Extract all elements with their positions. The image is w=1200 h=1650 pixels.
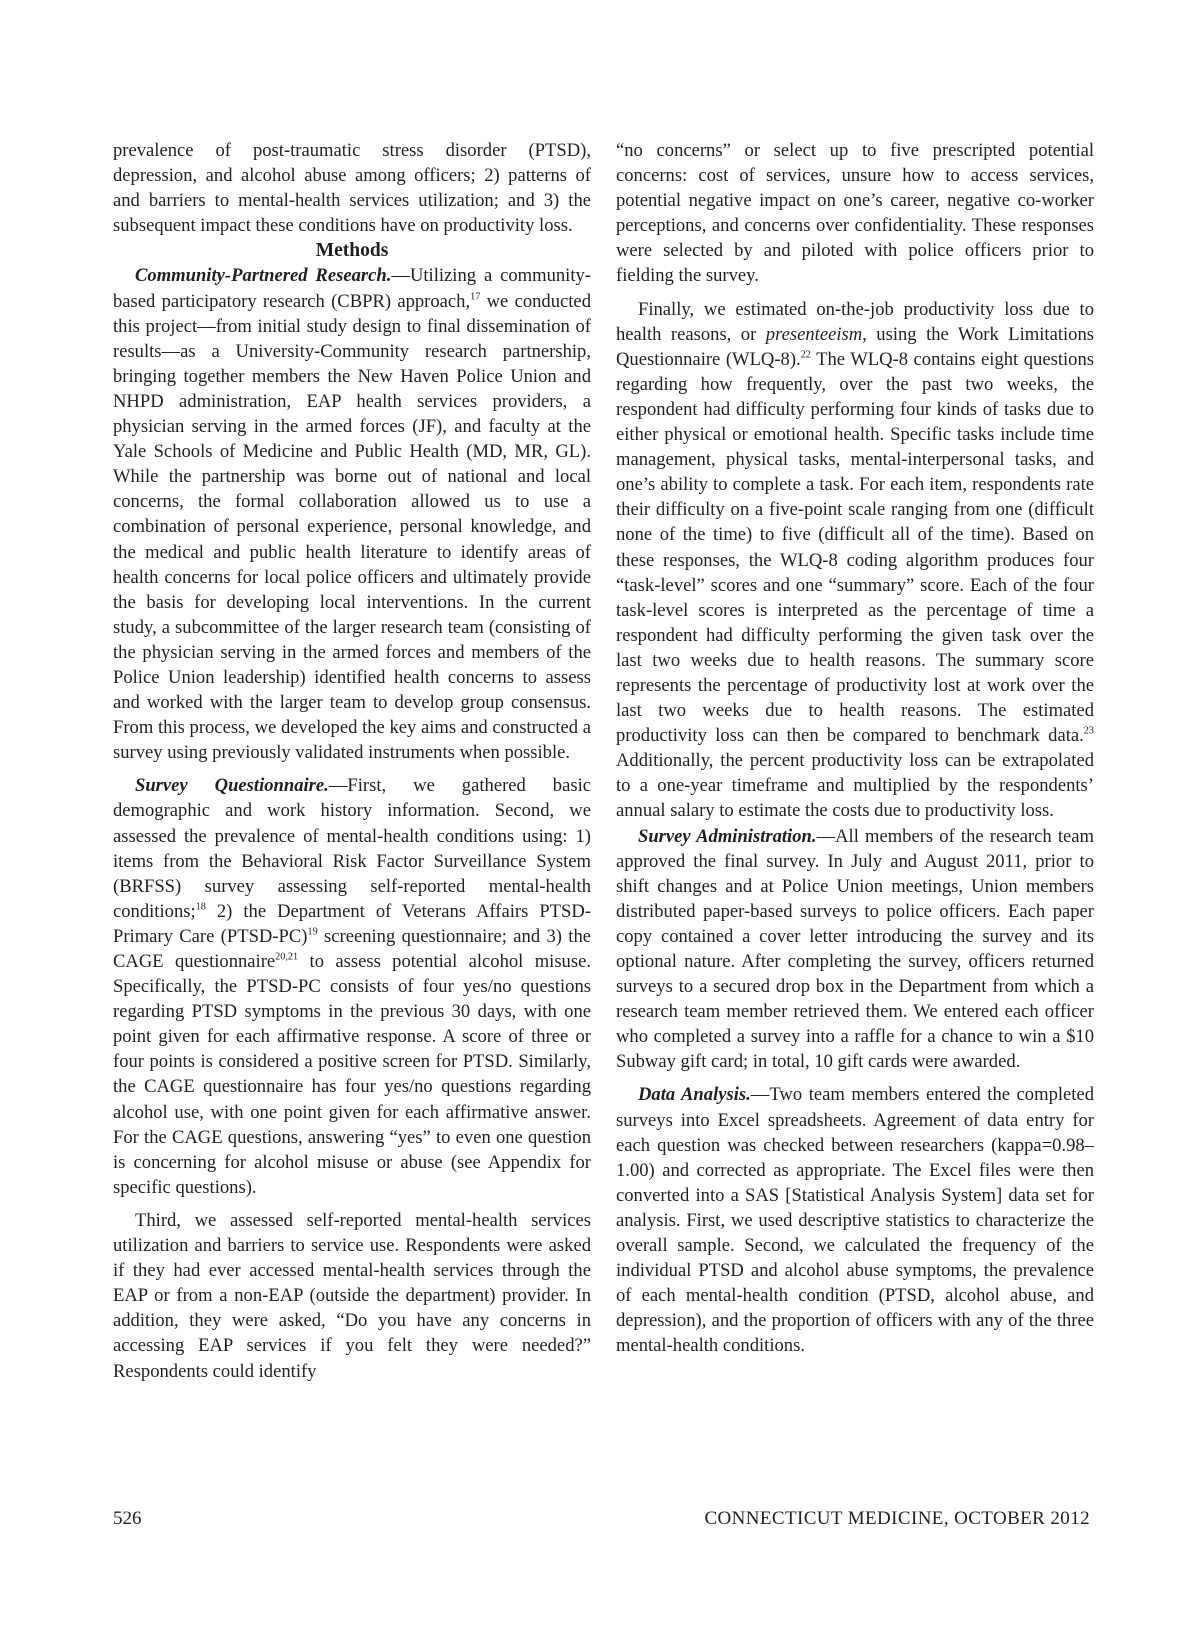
reference-17: 17 <box>470 290 481 302</box>
community-partnered-research-paragraph <box>113 263 591 765</box>
right-column <box>616 138 1094 1359</box>
data-analysis-paragraph <box>616 1082 1094 1358</box>
community-partnered-research-title: Community-Partnered Research. <box>135 265 392 287</box>
presenteeism-term: presenteeism <box>765 323 863 345</box>
survey-questionnaire-title: Survey Questionnaire. <box>135 775 329 797</box>
reference-20-21: 20,21 <box>275 951 299 963</box>
sq-text-a: —First, we gathered basic demographic and work history information. Second, we assessed the prevalence of mental-health conditions using: 1) items from the Behavioral Risk Factor Surveillance System (BRFSS) survey assessing self-reported mental-health conditions; <box>113 775 591 922</box>
data-analysis-title: Data Analysis. <box>638 1084 751 1106</box>
sq-text-d: to assess potential alcohol misuse. Specifically, the PTSD-PC consists of four yes/no questions regarding PTSD symptoms in the previous 30 days, with one point given for each affirmative response. A score of three or four points is considered a positive screen for PTSD. Similarly, the CAGE questionnaire has four yes/no questions regarding alcohol use, with one point given for each affirmative answer. For the CAGE questions, answering “yes” to even one question is concerning for alcohol misuse or abuse (see Appendix for specific questions). <box>113 951 591 1198</box>
survey-administration-title: Survey Administration. <box>638 825 817 847</box>
concerns-paragraph: “no concerns” or select up to five prescripted potential concerns: cost of services, unsure how to access services, potential negative impact on one’s career, negative co-worker perceptions, and concerns over confidentiality. These responses were selected by and piloted with police officers prior to fielding the survey. <box>616 140 1094 287</box>
methods-heading: Methods <box>315 240 389 262</box>
fin-text-c: The WLQ-8 contains eight questions regarding how frequently, over the past two weeks, the respondent had difficulty performing four kinds of tasks due to either physical or emotional health. Specific tasks include time management, physical tasks, mental-interpersonal tasks, and one’s ability to complete a task. For each item, respondents rate their difficulty on a five-point scale ranging from one (difficult none of the time) to five (difficult all of the time). Based on these responses, the WLQ-8 coding algorithm produces four “task-level” scores and one “summary” score. Each of the four task-level scores is interpreted as the percentage of time a respondent had difficulty performing the given task over the last two weeks due to health reasons. The summary score represents the percentage of productivity lost at work over the last two weeks due to health reasons. The estimated productivity loss can then be compared to benchmark data. <box>616 348 1094 747</box>
reference-18: 18 <box>195 901 206 913</box>
third-paragraph: Third, we assessed self-reported mental-health services utilization and barriers to service use. Respondents were asked if they had ever accessed mental-health services through the EAP or from a non-EAP (outside the department) provider. In addition, they were asked, “Do you have any concerns in accessing EAP services if you felt they were needed?” Respondents could identify <box>113 1209 591 1382</box>
fin-text-d: Additionally, the percent productivity loss can be extrapolated to a one-year timeframe and multiplied by the respondents’ annual salary to estimate the costs due to productivity loss. <box>616 750 1094 822</box>
survey-questionnaire-paragraph <box>113 773 591 1200</box>
cpr-text-a: —Utilizing a community-based participatory research (CBPR) approach, <box>113 265 591 312</box>
journal-footer: CONNECTICUT MEDICINE, OCTOBER 2012 <box>704 1508 1090 1529</box>
fin-text-b: , using the Work Limitations Questionnaire (WLQ-8). <box>616 323 1094 370</box>
reference-23: 23 <box>1083 725 1094 737</box>
intro-paragraph: prevalence of post-traumatic stress disorder (PTSD), depression, and alcohol abuse among officers; 2) patterns of and barriers to mental-health services utilization; and 3) the subsequent impact these conditions have on productivity loss. <box>113 140 591 237</box>
page-number: 526 <box>113 1508 142 1529</box>
sq-text-c: screening questionnaire; and 3) the CAGE questionnaire <box>113 925 591 972</box>
survey-administration-paragraph <box>616 824 1094 1075</box>
sa-text: —All members of the research team approved the final survey. In July and August 2011, prior to shift changes and at Police Union meetings, Union members distributed paper-based surveys to police officers. Each paper copy contained a cover letter introducing the survey and its optional nature. After completing the survey, officers returned surveys to a secured drop box in the Department from which a research team member retrieved them. We entered each officer who completed a survey into a raffle for a chance to win a $10 Subway gift card; in total, 10 gift cards were awarded. <box>616 825 1094 1073</box>
reference-22: 22 <box>800 349 811 361</box>
sq-text-b: 2) the Department of Veterans Affairs PTSD-Primary Care (PTSD-PC) <box>113 900 591 947</box>
cpr-text-b: we conducted this project—from initial study design to final dissemination of results—as a University-Community research partnership, bringing together members the New Haven Police Union and NHPD administration, EAP health services providers, a physician serving in the armed forces (JF), and faculty at the Yale Schools of Medicine and Public Health (MD, MR, GL). While the partnership was borne out of national and local concerns, the formal collaboration allowed us to use a combination of personal experience, personal knowledge, and the medical and public health literature to identify areas of health concerns for local police officers and ultimately provide the basis for developing local interventions. In the current study, a subcommittee of the larger research team (consisting of the physician serving in the armed forces and members of the Police Union leadership) identified health concerns to assess and worked with the larger team to develop group consensus. From this process, we developed the key aims and constructed a survey using previously validated instruments when possible. <box>113 290 591 764</box>
reference-19: 19 <box>307 926 318 938</box>
da-text: —Two team members entered the completed surveys into Excel spreadsheets. Agreement of data entry for each question was checked between researchers (kappa=0.98–1.00) and corrected as appropriate. The Excel files were then converted into a SAS [Statistical Analysis System] data set for analysis. First, we used descriptive statistics to characterize the overall sample. Second, we calculated the frequency of the individual PTSD and alcohol abuse symptoms, the prevalence of each mental-health condition (PTSD, alcohol abuse, and depression), and the proportion of officers with any of the three mental-health conditions. <box>616 1084 1095 1357</box>
productivity-paragraph <box>616 297 1094 824</box>
left-column <box>113 138 591 1384</box>
fin-text-a: Finally, we estimated on-the-job productivity loss due to health reasons, or <box>616 298 1094 345</box>
